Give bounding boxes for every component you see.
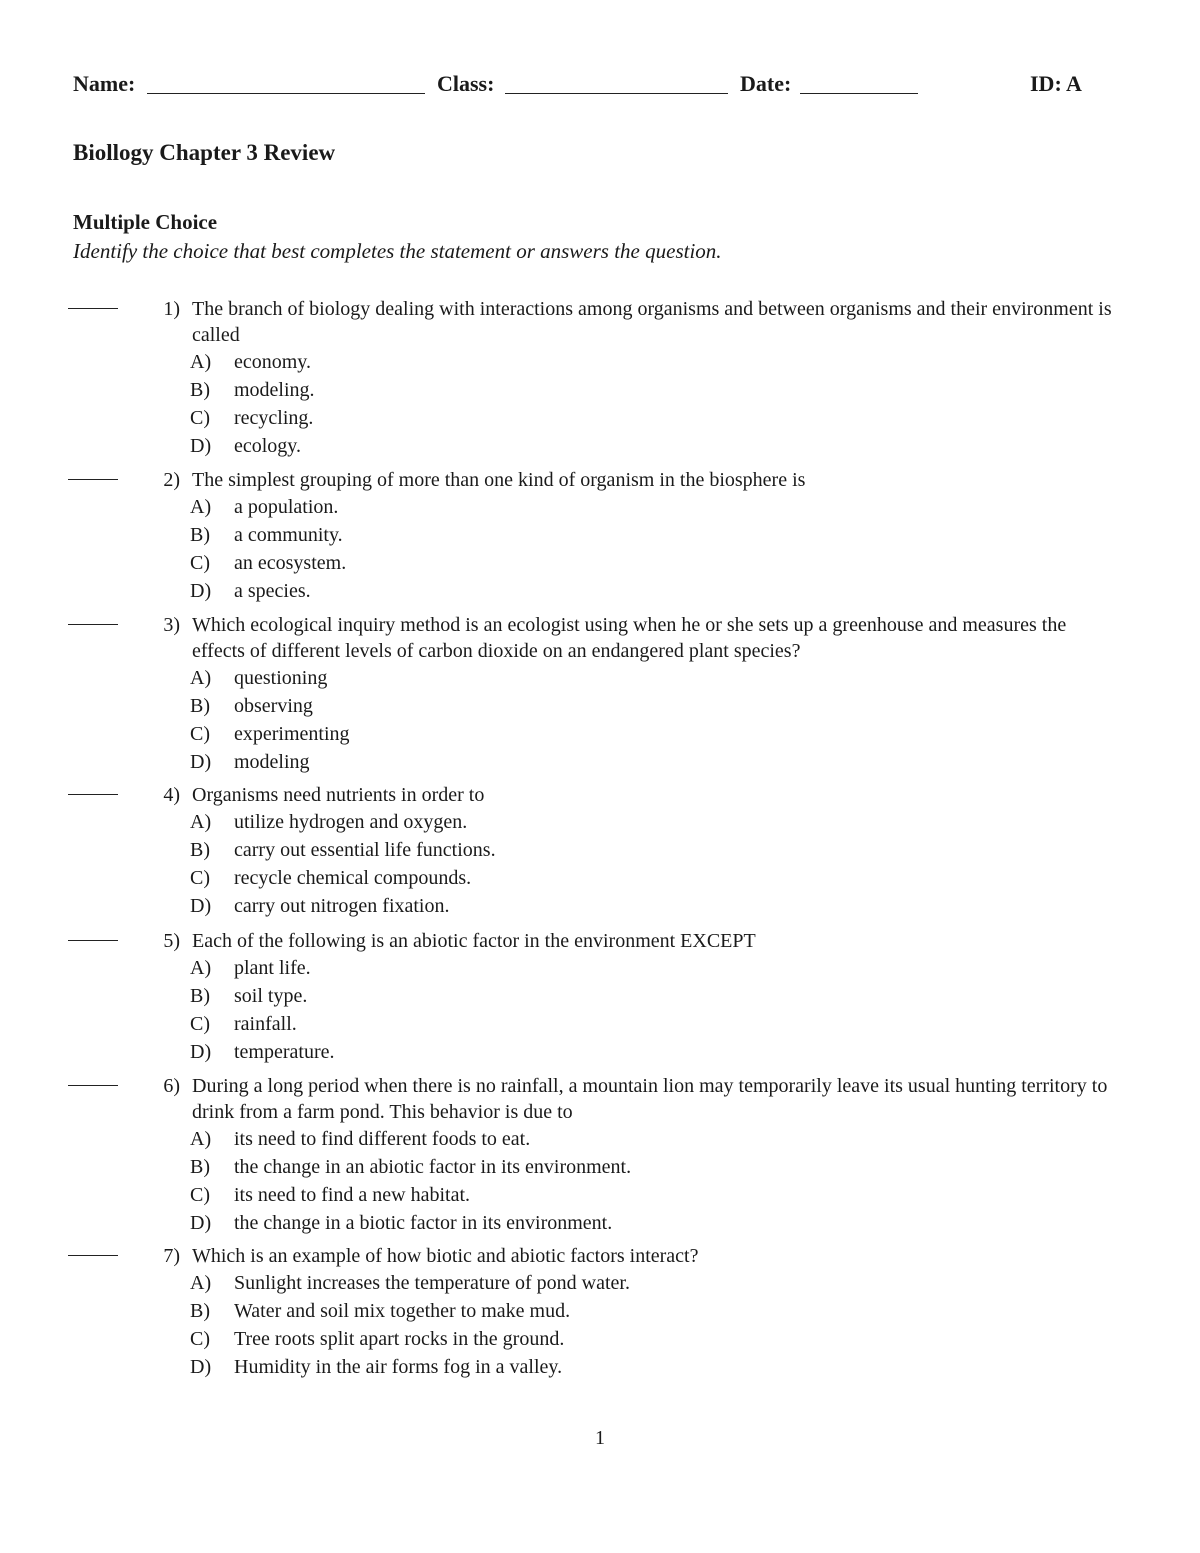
option-a <box>190 1269 630 1297</box>
option-a <box>190 493 346 521</box>
question-number: 6) <box>163 1075 180 1097</box>
option-b <box>190 376 315 404</box>
answer-blank[interactable] <box>68 479 118 480</box>
page-number: 1 <box>595 1427 605 1449</box>
date-label: Date: <box>740 71 792 96</box>
option-d <box>190 892 496 920</box>
option-b <box>190 836 496 864</box>
option-b <box>190 982 335 1010</box>
option-letter: D) <box>190 895 212 917</box>
class-field[interactable] <box>505 93 728 94</box>
option-b <box>190 1153 631 1181</box>
option-list <box>190 1269 630 1381</box>
option-letter: A) <box>190 811 212 833</box>
option-text: an ecosystem. <box>234 552 347 574</box>
option-letter: C) <box>190 552 210 574</box>
option-letter: B) <box>190 985 210 1007</box>
option-text: a community. <box>234 524 343 546</box>
question-number: 3) <box>163 614 180 636</box>
question-number: 5) <box>163 930 180 952</box>
option-letter: A) <box>190 351 212 373</box>
name-label: Name: <box>73 71 136 96</box>
option-list <box>190 808 496 920</box>
option-text: soil type. <box>234 985 308 1007</box>
option-text: Tree roots split apart rocks in the ground. <box>234 1328 565 1350</box>
option-a <box>190 348 315 376</box>
section-instructions: Identify the choice that best completes the statement or answers the question. <box>73 239 722 263</box>
option-text: modeling. <box>234 379 315 401</box>
option-letter: C) <box>190 1013 210 1035</box>
option-letter: A) <box>190 496 212 518</box>
option-c <box>190 1181 631 1209</box>
option-text: economy. <box>234 351 312 373</box>
option-c <box>190 720 350 748</box>
question-text: Organisms need nutrients in order to <box>192 784 485 806</box>
option-letter: C) <box>190 407 210 429</box>
option-text: a population. <box>234 496 339 518</box>
option-text: Water and soil mix together to make mud. <box>234 1300 571 1322</box>
option-text: its need to find a new habitat. <box>234 1184 471 1206</box>
option-text: observing <box>234 695 313 717</box>
question-text: Which is an example of how biotic and abiotic factors interact? <box>192 1245 699 1267</box>
option-text: Sunlight increases the temperature of pond water. <box>234 1272 630 1294</box>
option-c <box>190 1325 630 1353</box>
option-d <box>190 432 315 460</box>
option-letter: A) <box>190 1272 212 1294</box>
section-title: Multiple Choice <box>73 210 218 234</box>
option-letter: B) <box>190 1300 210 1322</box>
option-text: questioning <box>234 667 328 689</box>
option-d <box>190 748 350 776</box>
class-label: Class: <box>437 71 495 96</box>
question-text: Each of the following is an abiotic factor in the environment EXCEPT <box>192 930 756 952</box>
option-d <box>190 1353 630 1381</box>
option-letter: B) <box>190 695 210 717</box>
question-text: The simplest grouping of more than one kind of organism in the biosphere is <box>192 469 806 491</box>
option-a <box>190 664 350 692</box>
date-field[interactable] <box>800 93 918 94</box>
answer-blank[interactable] <box>68 794 118 795</box>
option-letter: B) <box>190 524 210 546</box>
option-letter: A) <box>190 1128 212 1150</box>
question-number: 1) <box>163 298 180 320</box>
option-text: modeling <box>234 751 310 773</box>
option-letter: D) <box>190 1041 212 1063</box>
option-letter: D) <box>190 1212 212 1234</box>
document-title: Biollogy Chapter 3 Review <box>73 140 336 165</box>
option-d <box>190 1038 335 1066</box>
option-a <box>190 954 335 982</box>
option-d <box>190 1209 631 1237</box>
answer-blank[interactable] <box>68 308 118 309</box>
option-a <box>190 1125 631 1153</box>
option-text: experimenting <box>234 723 350 745</box>
option-list <box>190 493 346 605</box>
option-text: plant life. <box>234 957 311 979</box>
option-c <box>190 549 346 577</box>
option-text: temperature. <box>234 1041 335 1063</box>
option-text: recycle chemical compounds. <box>234 867 472 889</box>
question-number: 2) <box>163 469 180 491</box>
option-letter: B) <box>190 379 210 401</box>
option-letter: D) <box>190 435 212 457</box>
option-b <box>190 692 350 720</box>
option-text: Humidity in the air forms fog in a valley. <box>234 1356 563 1378</box>
option-text: the change in a biotic factor in its environment. <box>234 1212 613 1234</box>
question-text: Which ecological inquiry method is an ecologist using when he or she sets up a greenhouse and measures the effects of different levels of carbon dioxide on an endangered plant species? <box>192 614 1067 662</box>
answer-blank[interactable] <box>68 624 118 625</box>
name-field[interactable] <box>147 93 425 94</box>
option-text: its need to find different foods to eat. <box>234 1128 531 1150</box>
option-text: ecology. <box>234 435 302 457</box>
option-text: carry out nitrogen fixation. <box>234 895 450 917</box>
option-text: utilize hydrogen and oxygen. <box>234 811 468 833</box>
answer-blank[interactable] <box>68 1085 118 1086</box>
option-letter: A) <box>190 957 212 979</box>
option-c <box>190 1010 335 1038</box>
option-letter: B) <box>190 1156 210 1178</box>
question-number: 7) <box>163 1245 180 1267</box>
option-letter: C) <box>190 867 210 889</box>
option-letter: B) <box>190 839 210 861</box>
question-text: During a long period when there is no rainfall, a mountain lion may temporarily leave its usual hunting territory to drink from a farm pond. This behavior is due to <box>192 1075 1108 1123</box>
option-list <box>190 664 350 776</box>
option-c <box>190 404 315 432</box>
option-a <box>190 808 496 836</box>
test-id: ID: A <box>1030 71 1082 96</box>
option-text: rainfall. <box>234 1013 297 1035</box>
option-text: a species. <box>234 580 311 602</box>
option-list <box>190 348 315 460</box>
option-letter: A) <box>190 667 212 689</box>
option-d <box>190 577 346 605</box>
option-text: the change in an abiotic factor in its environment. <box>234 1156 632 1178</box>
question-number: 4) <box>163 784 180 806</box>
option-list <box>190 1125 631 1237</box>
option-text: carry out essential life functions. <box>234 839 496 861</box>
option-letter: C) <box>190 1184 210 1206</box>
option-b <box>190 521 346 549</box>
option-letter: D) <box>190 580 212 602</box>
option-letter: D) <box>190 751 212 773</box>
option-letter: D) <box>190 1356 212 1378</box>
answer-blank[interactable] <box>68 940 118 941</box>
answer-blank[interactable] <box>68 1255 118 1256</box>
option-b <box>190 1297 630 1325</box>
option-letter: C) <box>190 1328 210 1350</box>
option-text: recycling. <box>234 407 314 429</box>
option-letter: C) <box>190 723 210 745</box>
option-list <box>190 954 335 1066</box>
question-text: The branch of biology dealing with interactions among organisms and between organisms and their environment is called <box>192 298 1112 346</box>
option-c <box>190 864 496 892</box>
